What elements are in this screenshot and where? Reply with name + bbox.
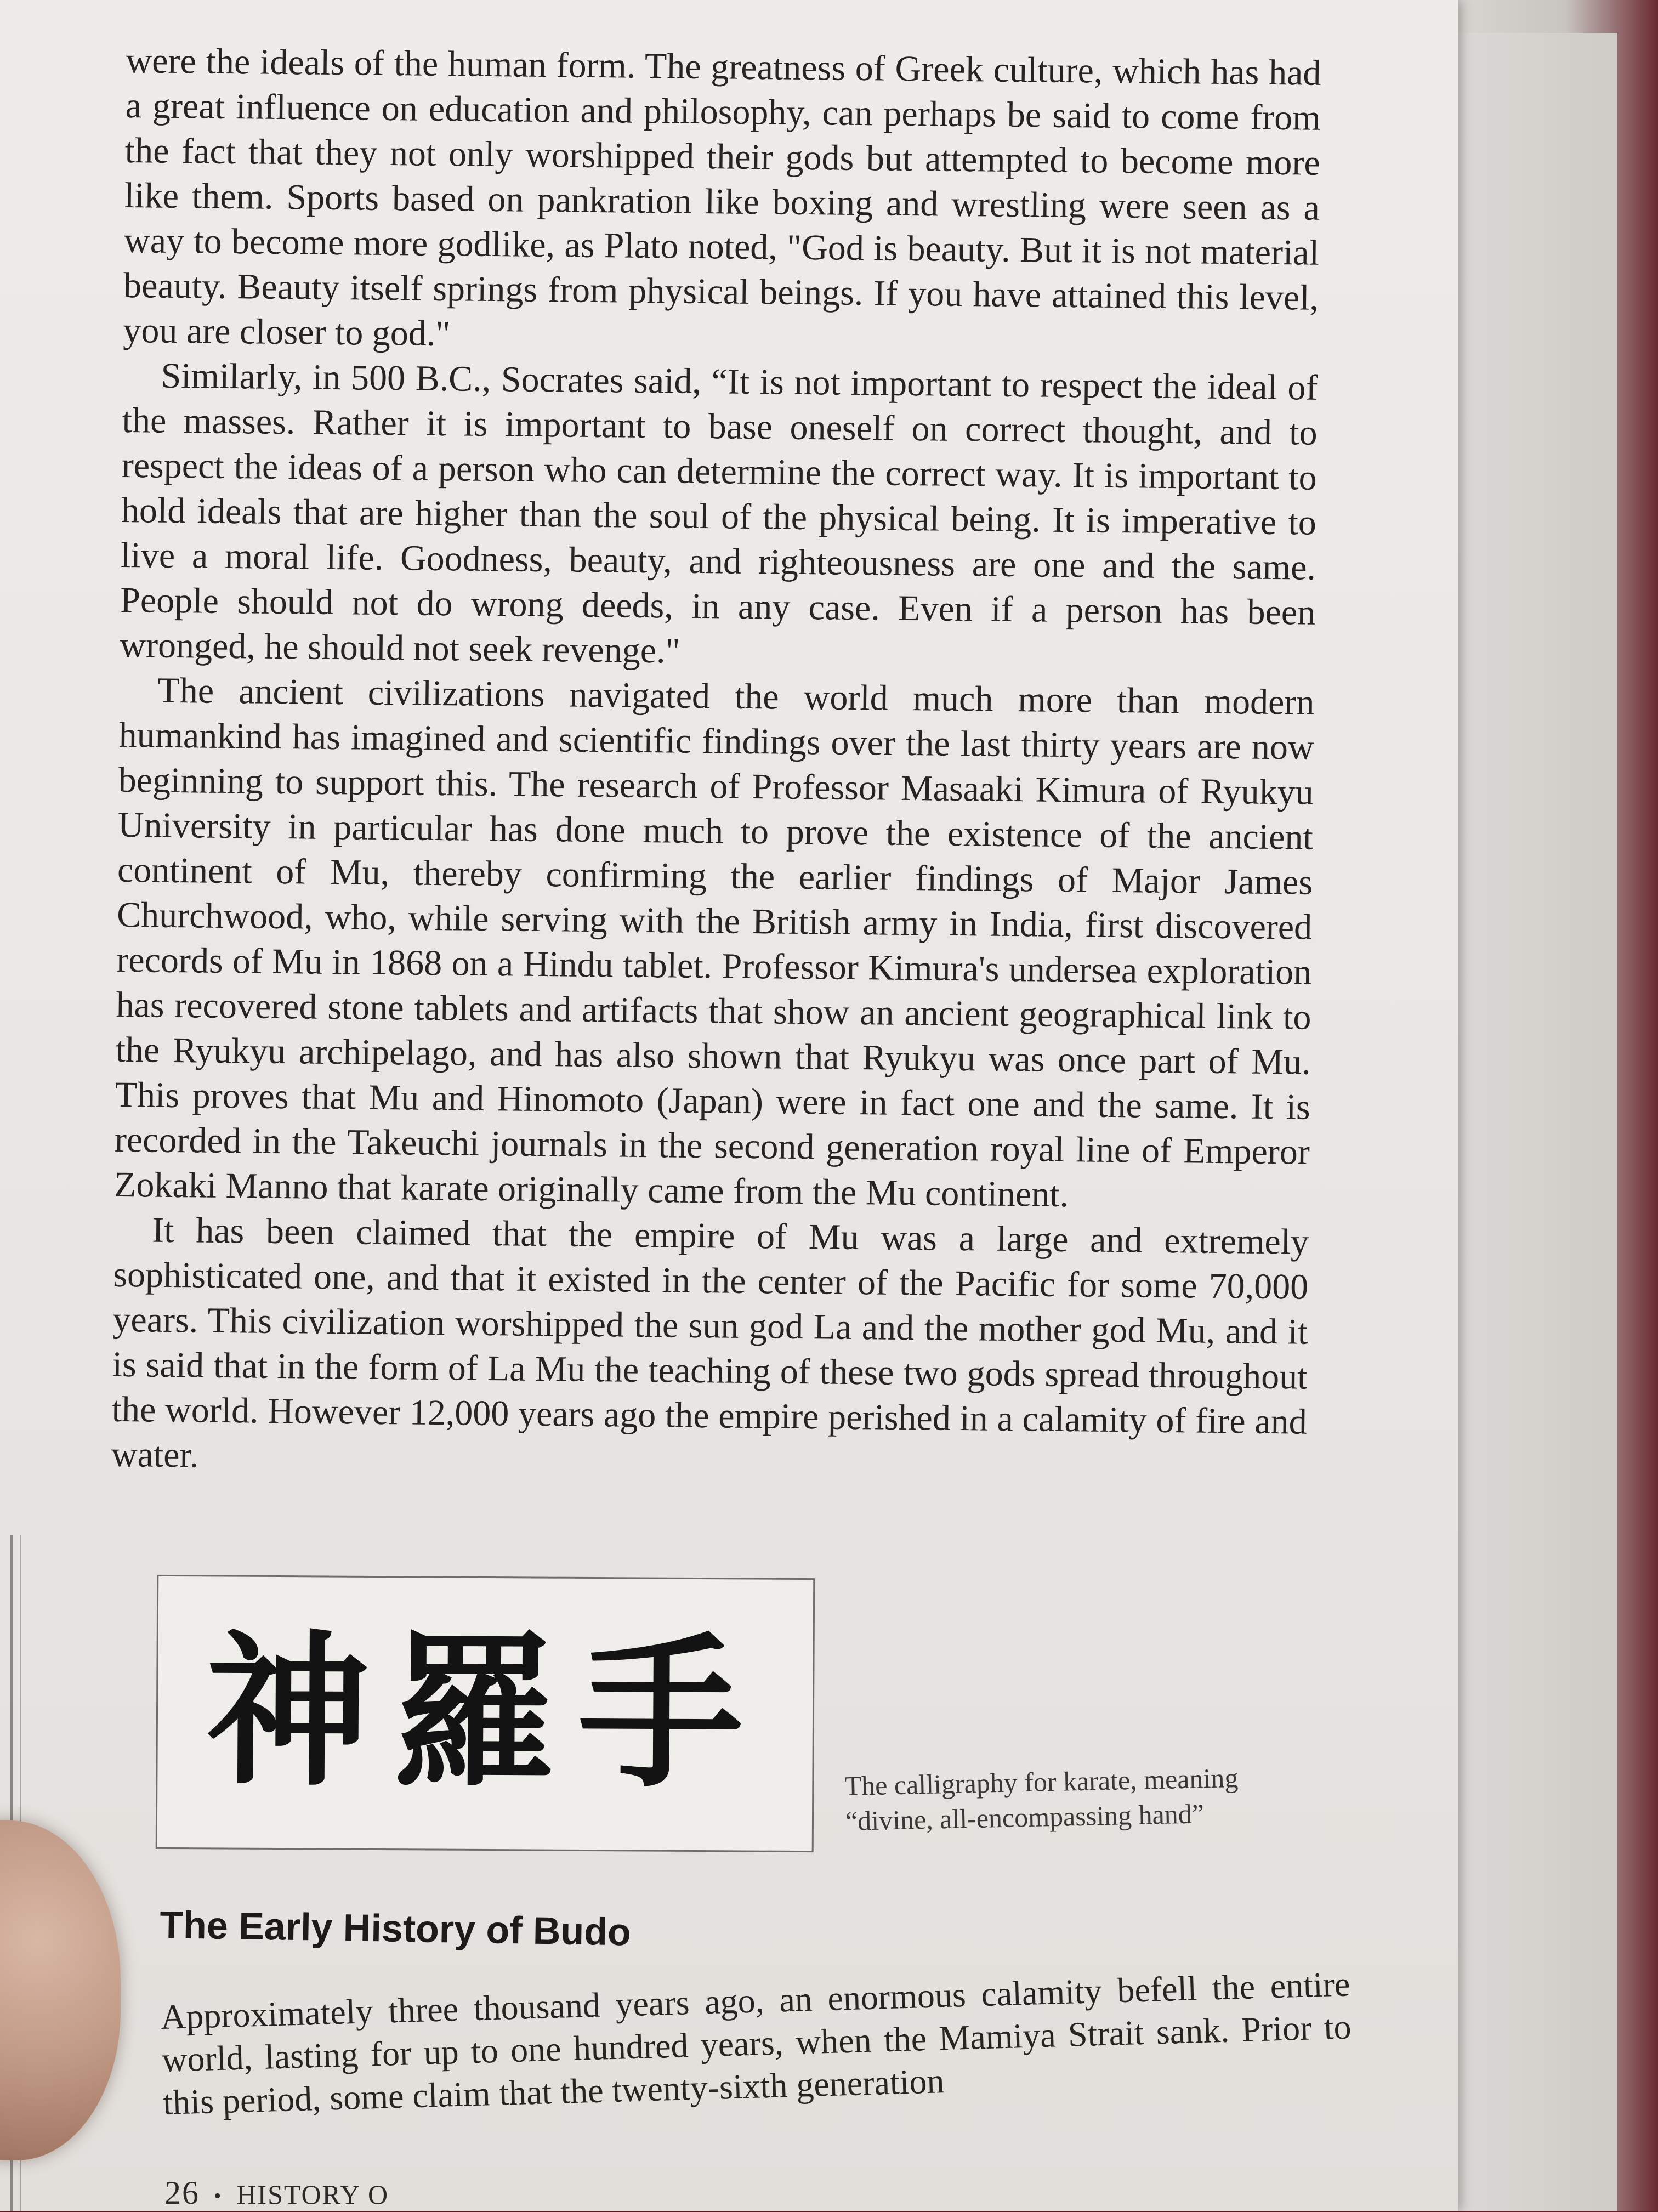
page-number: 26 xyxy=(164,2175,200,2211)
caption-line-1: The calligraphy for karate, meaning xyxy=(844,1762,1239,1801)
next-page-edge xyxy=(1436,33,1617,2211)
section-text: Approximately three thousand years ago, an enormous calamity befell the entire world, lasting for up to one hundred years, when the Mamiya Strait sank. Prior to this period, some claim that the twenty-sixth generation xyxy=(160,1964,1352,2122)
karate-calligraphy: 神羅手 xyxy=(205,1616,765,1811)
calligraphy-figure xyxy=(156,1575,815,1852)
footer-bullet: • xyxy=(214,2185,223,2208)
paragraph-greek-culture: were the ideals of the human form. The greatness of Greek culture, which has had a great influence on education and philosophy, can perhaps be said to come from the fact that they not only worshipped their gods but attempted to become more like them. Sports based on pankration like boxing and wrestling were seen as a way to become more godlike, as Plato noted, "God is beauty. But it is not material beauty. Beauty itself springs from physical beings. If you have attained this level, you are closer to god." xyxy=(123,40,1321,354)
page-footer xyxy=(164,2174,389,2212)
figure-caption xyxy=(844,1758,1339,1839)
paragraph-socrates: Similarly, in 500 B.C., Socrates said, “It is not important to respect the ideal of the masses. Rather it is important to base oneself on correct thought, and to respect the ideas of a person who can determine the correct way. It is important to hold ideals that are higher than the soul of the physical being. It is imperative to live a moral life. Goodness, beauty, and righteousness are one and the same. People should not do wrong deeds, in any case. Even if a person has been wronged, he should not seek revenge." xyxy=(120,355,1318,671)
paragraph-empire-of-mu: It has been claimed that the empire of Mu was a large and extremely sophisticated one, and that it existed in the center of the Pacific for some 70,000 years. This civilization worshipped the sun god La and the mother god Mu, and it is said that in the form of La Mu the teaching of these two gods spread throughout the world. However 12,000 years ago the empire perished in a calamity of fire and water. xyxy=(111,1210,1309,1476)
body-text xyxy=(111,38,1321,1490)
caption-line-2: “divine, all-encompassing hand” xyxy=(845,1798,1205,1836)
running-head: HISTORY O xyxy=(236,2179,389,2210)
paragraph-ancient-civilizations: The ancient civilizations navigated the world much more than modern humankind has imagined and scientific findings over the last thirty years are now beginning to support this. The research of Professor Masaaki Kimura of Ryukyu University in particular has done much to prove the existence of the ancient continent of Mu, thereby confirming the earlier findings of Major James Churchwood, who, while serving with the British army in India, first discovered records of Mu in 1868 on a Hindu tablet. Professor Kimura's undersea exploration has recovered stone tablets and artifacts that show an ancient geographical link to the Ryukyu archipelago, and has also shown that Ryukyu was once part of Mu. This proves that Mu and Hinomoto (Japan) were in fact one and the same. It is recorded in the Takeuchi journals in the second generation royal line of Emperor Zokaki Manno that karate originally came from the Mu continent. xyxy=(113,670,1315,1215)
section-heading: The Early History of Budo xyxy=(159,1903,632,1954)
